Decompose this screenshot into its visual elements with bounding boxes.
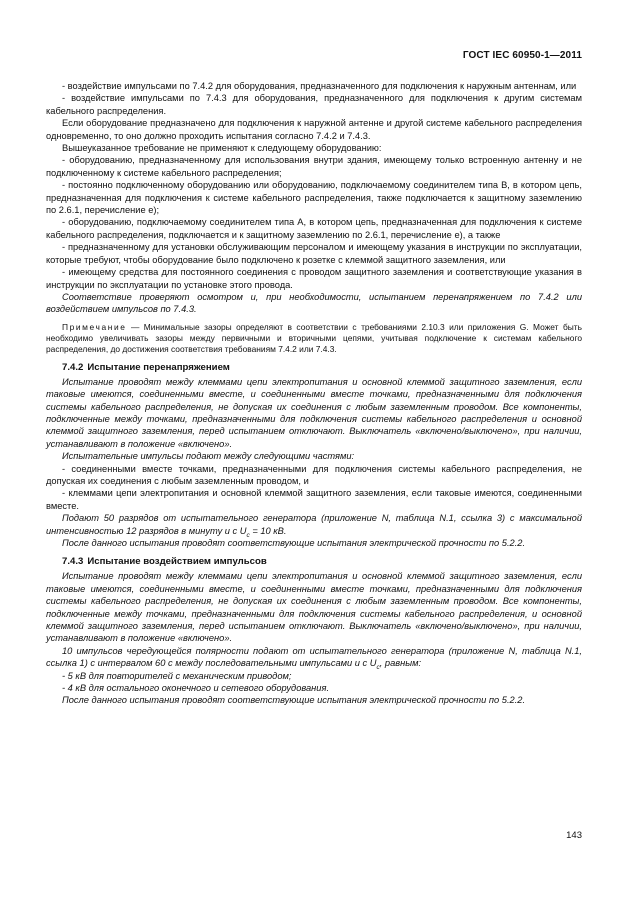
paragraph: Испытание проводят между клеммами цепи электропитания и основной клеммой защитного заземления, если таковые имеются, соединенными вместе, и соединенными вместе точками, предназначенными для подключения системы кабельного распределения, не допуская их соединения с любым заземленным проводом. Все компоненты, подключенные между точками, предназначенными для подключения системы кабельного распределения, и основной клеммой защитного заземления, перед испытанием отключают. Выключатель «включено/выключено», при наличии, устанавливают в положение «включено». — [46, 571, 582, 644]
section-title: Испытание воздействием импульсов — [87, 556, 267, 568]
text-run: = 10 кВ. — [249, 525, 287, 536]
paragraph: Вышеуказанное требование не применяют к следующему оборудованию: — [62, 143, 382, 154]
paragraph: - воздействие импульсами по 7.4.3 для оборудования, предназначенного для подключения к другим системам кабельного распределения. — [46, 93, 582, 116]
paragraph: - воздействие импульсами по 7.4.2 для оборудования, предназначенного для подключения к наружным антеннам, или — [62, 81, 577, 91]
note-label: Примечание — [62, 321, 127, 332]
paragraph: После данного испытания проводят соответствующие испытания электрической прочности по 5.2.2. — [62, 538, 526, 548]
paragraph: Испытание проводят между клеммами цепи электропитания и основной клеммой защитного заземления, если таковые имеются, соединенными вместе, и соединенными вместе точками, предназначенными для подключения системы кабельного распределения, не допуская их соединения с любым заземленным проводом. Все компоненты, подключенные между точками, предназначенными для подключения системы кабельного распределения и основной клеммой защитного заземления, перед испытанием отключают. Выключатель «включено/выключено», при наличии, устанавливают в положение «включено». — [46, 376, 582, 449]
paragraph: - оборудованию, предназначенному для использования внутри здания, имеющему только встроенную антенну и не подключенному к системе кабельного распределения; — [46, 155, 582, 178]
text-run: Подают 50 разрядов от испытательного генератора (приложение N, таблица N.1, ссылка 3) с максимальной интенсивностью 12 разрядов в минуту и с U — [46, 513, 582, 536]
section-number: 7.4.3 — [62, 556, 84, 568]
paragraph: Если оборудование предназначено для подключения к наружной антенне и другой системе кабельного распределения одновременно, то оно должно проходить испытания согласно 7.4.2 и 7.4.3. — [46, 118, 582, 141]
text-run: , равным: — [379, 658, 422, 669]
paragraph — [46, 645, 582, 670]
paragraph: - имеющему средства для постоянного соединения с проводом защитного заземления и соответствующие указания в инструкции по эксплуатации по установке этого провода. — [46, 267, 582, 290]
paragraph: - предназначенному для установки обслуживающим персоналом и имеющему указания в инструкции по эксплуатации, которые требуют, чтобы оборудование было подключено к розетке с клеммой защитного заземления, или — [46, 242, 582, 265]
note-text: — Минимальные зазоры определяют в соответствии с требованиями 2.10.3 или приложения G. Может быть необходимо увеличивать зазоры между первичными и вторичными цепями, учитывая подключение к системам кабельного распределения, до достижения соответствия требованиям 7.4.2 или 7.4.3. — [46, 321, 582, 354]
standard-header: ГОСТ IEC 60950-1—2011 — [462, 50, 582, 61]
paragraph: - 5 кВ для повторителей с механическим приводом; — [62, 670, 292, 681]
compliance-statement: Соответствие проверяют осмотром и, при необходимости, испытанием перенапряжением по 7.4.2 или воздействием импульсов по 7.4.3. — [46, 291, 582, 315]
subscript: c — [376, 664, 380, 672]
paragraph: - оборудованию, подключаемому соединителем типа А, в котором цепь, предназначенная для подключения к системе кабельного распределения, подключается и к защитному заземлению по 2.6.1, перечисление е), а также — [46, 217, 582, 240]
paragraph: - 4 кВ для остального оконечного и сетевого оборудования. — [62, 683, 330, 694]
paragraph: Испытательные импульсы подают между следующими частями: — [62, 451, 355, 462]
text-run: 10 импульсов чередующейся полярности подают от испытательного генератора (приложение N, таблица N.1, ссылка 1) с интервалом 60 с между последовательными импульсами и с U — [46, 645, 582, 669]
section-heading-7-4-2 — [46, 361, 582, 374]
page-number: 143 — [566, 830, 582, 841]
section-title: Испытание перенапряжением — [87, 361, 230, 373]
subscript: c — [246, 531, 250, 539]
paragraph: После данного испытания проводят соответствующие испытания электрической прочности по 5.2.2. — [62, 695, 526, 706]
paragraph — [46, 512, 582, 537]
note-paragraph — [46, 322, 582, 355]
section-heading-7-4-3 — [46, 555, 582, 568]
paragraph: - постоянно подключенному оборудованию или оборудованию, подключаемому соединителем типа В, в котором цепь, предназначенная для подключения к системе кабельного распределения, также подключается к защитному заземлению по 2.6.1, перечисление е); — [46, 180, 582, 216]
paragraph: - соединенными вместе точками, предназначенными для подключения системы кабельного распределения, не допуская их соединения с любым заземленным проводом, и — [46, 463, 582, 486]
section-number: 7.4.2 — [62, 361, 84, 373]
paragraph: - клеммами цепи электропитания и основной клеммой защитного заземления, если таковые имеются, соединенными вместе. — [46, 488, 582, 511]
page-body — [46, 80, 582, 707]
